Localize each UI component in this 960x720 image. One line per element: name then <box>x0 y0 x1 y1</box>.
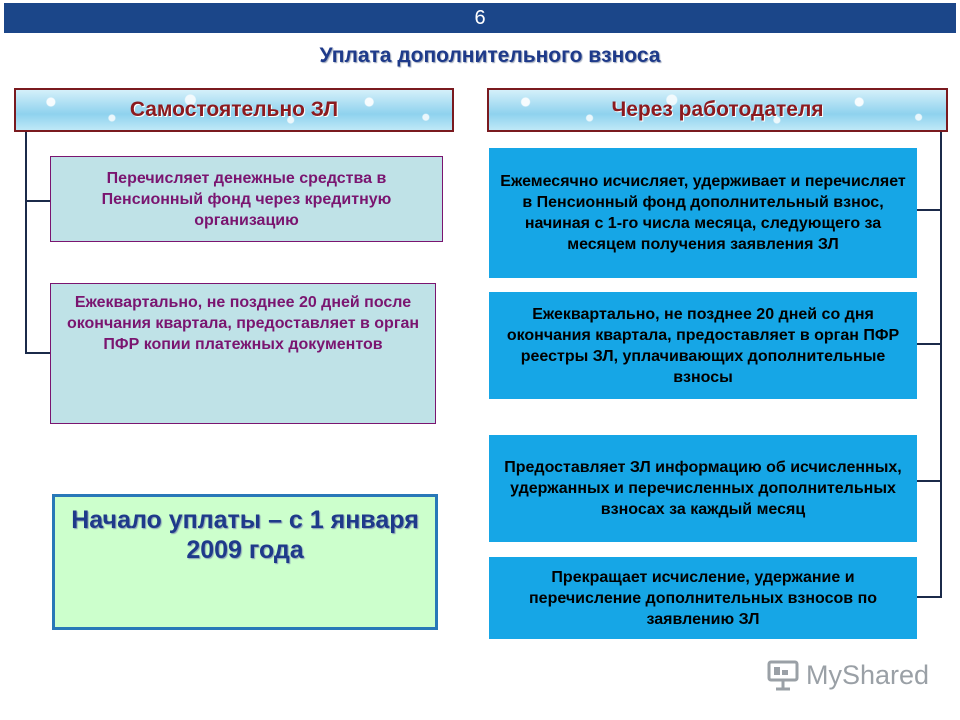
left-connector-vertical <box>25 132 27 354</box>
right-box-quarterly-text: Ежеквартально, не позднее 20 дней со дня окончания квартала, предоставляет в орган ПФР реестры ЗЛ, уплачивающих дополнительные взносы <box>506 305 900 386</box>
slide-subtitle: Уплата дополнительного взноса <box>319 44 661 67</box>
right-connector-branch-1 <box>917 209 942 211</box>
left-box-quarterly <box>50 283 436 424</box>
right-box-stop <box>489 557 917 639</box>
right-box-info <box>489 435 917 542</box>
slide-number: 6 <box>474 7 486 29</box>
left-box-quarterly-text: Ежеквартально, не позднее 20 дней после окончания квартала, предоставляет в орган ПФР копии платежных документов <box>66 294 420 353</box>
left-box-transfer-text: Перечисляет денежные средства в Пенсионный фонд через кредитную организацию <box>101 169 392 229</box>
start-note-box <box>52 494 438 630</box>
watermark-logo <box>766 656 929 694</box>
left-box-transfer <box>50 156 443 242</box>
left-connector-branch-1 <box>25 200 50 202</box>
left-connector-branch-2 <box>25 352 50 354</box>
right-connector-branch-3 <box>917 480 942 482</box>
header-self: Самостоятельно ЗЛ <box>14 88 454 132</box>
right-connector-vertical <box>940 132 942 598</box>
right-box-monthly <box>489 148 917 278</box>
right-connector-branch-4 <box>917 596 942 598</box>
presentation-board-icon <box>766 658 800 692</box>
right-box-stop-text: Прекращает исчисление, удержание и перечисление дополнительных взносов по заявлению ЗЛ <box>529 568 877 628</box>
header-employer: Через работодателя <box>487 88 948 132</box>
right-box-quarterly <box>489 292 917 399</box>
slide-number-bar <box>4 3 956 33</box>
right-connector-branch-2 <box>917 343 942 345</box>
start-note-text: Начало уплаты – с 1 января 2009 года <box>71 506 419 564</box>
watermark-text: MyShared <box>806 659 930 690</box>
right-box-info-text: Предоставляет ЗЛ информацию об исчисленных, удержанных и перечисленных дополнительных взносах за каждый месяц <box>504 459 902 518</box>
right-box-monthly-text: Ежемесячно исчисляет, удерживает и перечисляет в Пенсионный фонд дополнительный взнос, начиная с 1-го числа месяца, следующего за месяцем получения заявления ЗЛ <box>500 173 906 253</box>
